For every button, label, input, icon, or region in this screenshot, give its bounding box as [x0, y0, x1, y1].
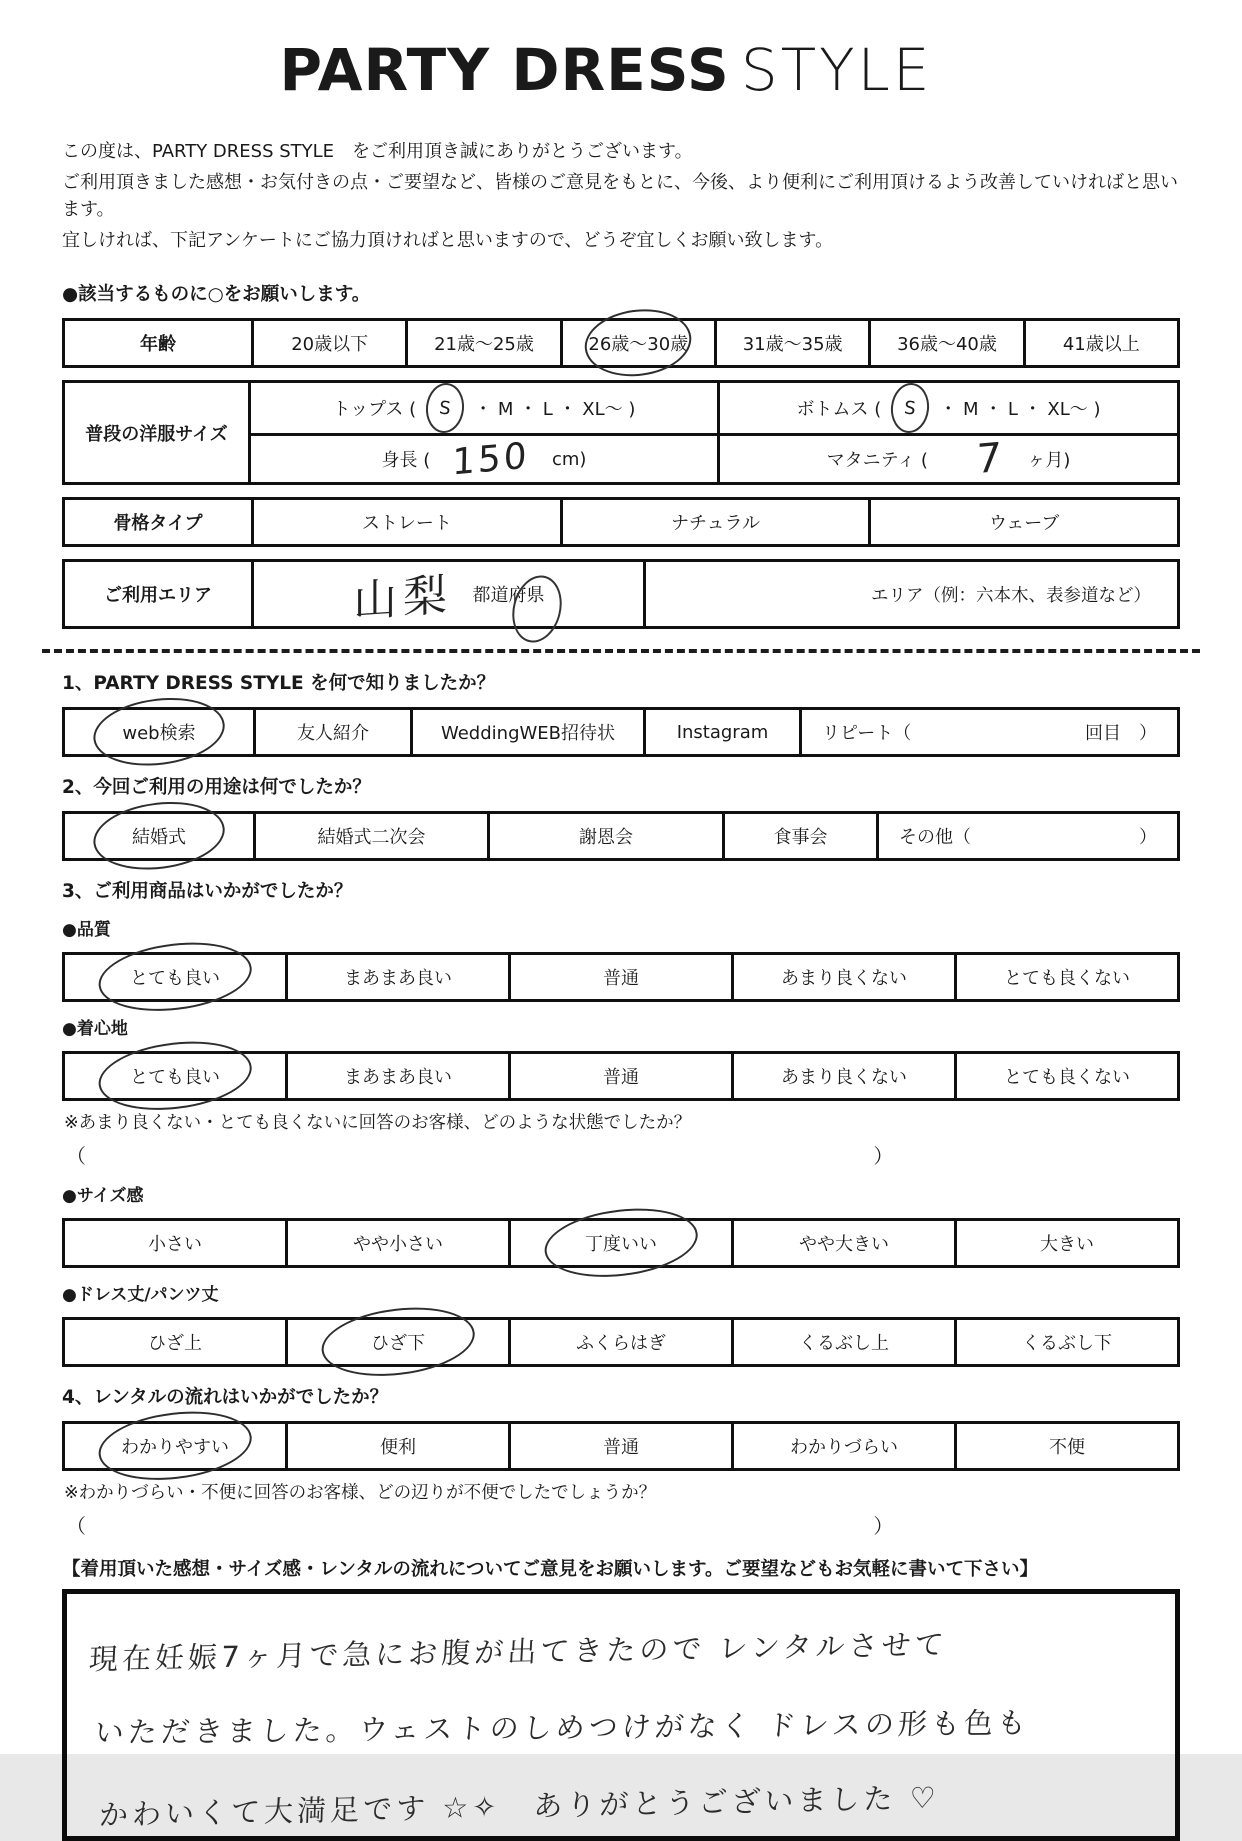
handwritten-comment-line: かわいくて大満足です ☆✧ ありがとうございました ♡: [98, 1780, 941, 1833]
option-cell: [714, 321, 868, 365]
option-cell: [731, 1320, 954, 1364]
quality-followup-note: ※あまり良くない・とても良くないに回答のお客様、どのような状態でしたか？: [64, 1113, 692, 1133]
option-cell: [1023, 321, 1177, 365]
page-title: [62, 36, 1150, 104]
option-label: 食事会: [773, 827, 828, 848]
option-label: 普通: [603, 1437, 639, 1458]
handwritten-height-value: 150: [452, 435, 531, 483]
option-cell: [868, 321, 1022, 365]
height-cell: [251, 433, 717, 482]
question1-heading: 1、PARTY DRESS STYLE を何で知りましたか？: [62, 673, 496, 694]
option-label: 小さい: [148, 1234, 202, 1255]
option-label: とても良い: [130, 968, 220, 989]
intro-line: この度は、PARTY DRESS STYLE をご利用頂き誠にありがとうございます。: [62, 141, 693, 162]
option-cell: [285, 1424, 508, 1468]
option-label: ひざ上: [148, 1333, 202, 1354]
question2-heading: 2、今回ご利用の用途は何でしたか？: [62, 777, 371, 798]
option-cell: [954, 1221, 1177, 1265]
circle-instruction: ●該当するものに○をお願いします。: [62, 284, 371, 305]
rental-followup-blank: [66, 1510, 893, 1539]
option-cell: [508, 1424, 731, 1468]
dashed-divider: [42, 649, 1200, 653]
tops-circled-size: S: [438, 396, 452, 420]
dress-length-table: [62, 1317, 1180, 1367]
option-cell: [253, 814, 487, 858]
option-cell: [405, 321, 559, 365]
option-label: わかりやすい: [121, 1437, 229, 1458]
option-label: 不便: [1049, 1437, 1085, 1458]
usage-area-table: [62, 559, 1180, 629]
option-label: web検索: [122, 723, 196, 744]
option-cell: [65, 955, 285, 999]
tops-size-cell: [251, 383, 717, 433]
maternity-cell: [717, 433, 1177, 482]
option-cell: [731, 1054, 954, 1098]
size-feel-label: ●サイズ感: [62, 1186, 144, 1206]
area-example-label: エリア（例：六本木、表参道など）: [871, 585, 1151, 606]
option-label: あまり良くない: [781, 1067, 907, 1088]
option-label: 謝恩会: [579, 827, 633, 848]
option-label: その他（: [899, 827, 971, 848]
handwritten-prefecture: 山梨: [352, 569, 453, 628]
option-label-right: ）: [1139, 827, 1157, 848]
area-value-cell: [251, 562, 643, 626]
skeleton-type-table: [62, 497, 1180, 547]
option-cell: [954, 1054, 1177, 1098]
comfort-label: ●着心地: [62, 1019, 128, 1039]
option-label: WeddingWEB招待状: [440, 723, 616, 744]
option-cell: [508, 1054, 731, 1098]
option-cell: [560, 321, 714, 365]
handwritten-circle-bottoms-s: [889, 381, 932, 435]
option-label: とても良い: [130, 1067, 220, 1088]
option-cell: [65, 1221, 285, 1265]
brand-name-bold: PARTY DRESS: [279, 36, 730, 104]
option-label: ひざ下: [371, 1333, 425, 1354]
brand-name-light: STYLE: [740, 36, 933, 104]
option-label: ストレート: [361, 513, 452, 534]
quality-table: [62, 952, 1180, 1002]
option-label: 36歳～40歳: [897, 334, 997, 355]
option-label: 大きい: [1040, 1234, 1094, 1255]
prefecture-unit-label: 都道府県: [472, 585, 545, 606]
handwritten-comment-line: いただきました。ウェストのしめつけがなく ドレスの形も色も: [93, 1705, 1032, 1750]
option-label: 結婚式: [132, 827, 186, 848]
age-table: [62, 318, 1180, 368]
maternity-unit: ヶ月): [1027, 450, 1071, 471]
close-paren: ）: [873, 1144, 894, 1168]
open-paren: （: [66, 1514, 86, 1538]
option-label: あまり良くない: [781, 968, 907, 989]
option-cell: [65, 1054, 285, 1098]
option-cell: [731, 1424, 954, 1468]
option-cell: [251, 321, 405, 365]
size-header: 普段の洋服サイズ: [65, 383, 251, 482]
area-example-cell: [643, 562, 1177, 626]
question2-table: [62, 811, 1180, 861]
option-label: まあまあ良い: [344, 968, 452, 989]
option-label: くるぶし下: [1022, 1333, 1112, 1354]
option-label: 26歳～30歳: [588, 334, 689, 355]
option-cell: [285, 1221, 508, 1265]
option-label: わかりづらい: [790, 1437, 898, 1458]
bottoms-label: ボトムス (: [796, 399, 882, 420]
option-label: やや小さい: [353, 1234, 443, 1255]
option-label: 普通: [603, 1067, 639, 1088]
option-label: リピート（: [822, 723, 912, 744]
option-label: 20歳以下: [291, 334, 369, 355]
height-unit: cm): [552, 448, 587, 470]
option-label: やや大きい: [799, 1234, 889, 1255]
option-cell: [285, 1054, 508, 1098]
clothing-size-table: [62, 380, 1180, 485]
option-cell: [251, 500, 560, 544]
close-paren: ）: [873, 1514, 894, 1538]
option-cell: [508, 1221, 731, 1265]
option-cell: [643, 710, 799, 754]
option-cell: [799, 710, 1177, 754]
intro-line: ご利用頂きました感想・お気付きの点・ご要望など、皆様のご意見をもとに、今後、より便利にご利用頂けるよう改善していければと思います。: [62, 172, 1178, 220]
option-cell: [487, 814, 722, 858]
option-cell: [65, 1424, 285, 1468]
dress-length-label: ●ドレス丈/パンツ丈: [62, 1285, 219, 1305]
handwritten-circle-prefecture: [505, 570, 568, 648]
tops-label: トップス (: [332, 399, 417, 420]
option-cell: [508, 955, 731, 999]
comment-section-header: 【着用頂いた感想・サイズ感・レンタルの流れについてご意見をお願いします。ご要望などもお気軽に書いて下さい】: [62, 1559, 1038, 1580]
size-feel-table: [62, 1218, 1180, 1268]
option-cell: [731, 1221, 954, 1265]
option-label: 友人紹介: [297, 723, 369, 744]
option-label: 31歳～35歳: [742, 334, 843, 355]
bottoms-circled-size: S: [903, 396, 918, 420]
bottoms-size-options: ・ M ・ L ・ XL～ ): [939, 399, 1101, 420]
option-cell: [410, 710, 643, 754]
option-label-right: 回目 ）: [1085, 723, 1157, 744]
skeleton-header: 骨格タイプ: [113, 513, 203, 534]
option-label: くるぶし上: [799, 1333, 889, 1354]
handwritten-maternity-value: 7: [975, 434, 1002, 484]
option-cell: [954, 1320, 1177, 1364]
option-label: 便利: [380, 1437, 416, 1458]
option-label: 丁度いい: [585, 1234, 657, 1255]
question1-table: [62, 707, 1180, 757]
intro-line: 宜しければ、下記アンケートにご協力頂ければと思いますので、どうぞ宜しくお願い致します。: [62, 230, 834, 251]
open-paren: （: [66, 1144, 86, 1168]
option-label: 結婚式二次会: [317, 827, 426, 848]
rental-followup-note: ※わかりづらい・不便に回答のお客様、どの辺りが不便でしたでしょうか？: [64, 1483, 657, 1503]
handwritten-comment-line: 現在妊娠7ヶ月で急にお腹が出てきたので レンタルさせて: [88, 1627, 949, 1677]
option-cell: [285, 1320, 508, 1364]
maternity-label: マタニティ (: [826, 450, 928, 471]
comfort-table: [62, 1051, 1180, 1101]
quality-label: ●品質: [62, 920, 111, 940]
question4-table: [62, 1421, 1180, 1471]
option-cell: [65, 1320, 285, 1364]
option-label: 普通: [603, 968, 639, 989]
age-header: 年齢: [140, 334, 176, 355]
option-label: ウェーブ: [988, 513, 1060, 534]
option-label: まあまあ良い: [344, 1067, 452, 1088]
option-cell: [954, 1424, 1177, 1468]
option-cell: [722, 814, 876, 858]
option-cell: [65, 814, 253, 858]
question4-heading: 4、レンタルの流れはいかがでしたか？: [62, 1387, 389, 1408]
option-cell: [65, 710, 253, 754]
option-cell: [868, 500, 1177, 544]
prefecture-unit-wrap: [473, 581, 545, 607]
option-label: 21歳～25歳: [434, 334, 534, 355]
tops-size-options: ・ M ・ L ・ XL～ ): [474, 399, 636, 420]
option-label: ナチュラル: [671, 513, 760, 534]
bottoms-size-cell: [717, 383, 1177, 433]
question3-heading: 3、ご利用商品はいかがでしたか？: [62, 881, 353, 902]
height-label: 身長 (: [381, 450, 431, 471]
option-cell: [731, 955, 954, 999]
option-cell: [560, 500, 869, 544]
option-cell: [285, 955, 508, 999]
handwritten-circle-tops-s: [424, 381, 467, 435]
option-label: 41歳以上: [1062, 334, 1140, 355]
option-label: とても良くない: [1004, 1067, 1130, 1088]
option-label: とても良くない: [1004, 968, 1130, 989]
option-label: Instagram: [676, 721, 769, 743]
option-cell: [876, 814, 1177, 858]
area-header: ご利用エリア: [104, 585, 212, 606]
option-cell: [508, 1320, 731, 1364]
option-label: ふくらはぎ: [576, 1333, 666, 1354]
option-cell: [954, 955, 1177, 999]
quality-followup-blank: [66, 1140, 893, 1169]
option-cell: [253, 710, 410, 754]
intro-paragraph: [62, 138, 1180, 254]
handwritten-comment-box: [62, 1589, 1180, 1841]
